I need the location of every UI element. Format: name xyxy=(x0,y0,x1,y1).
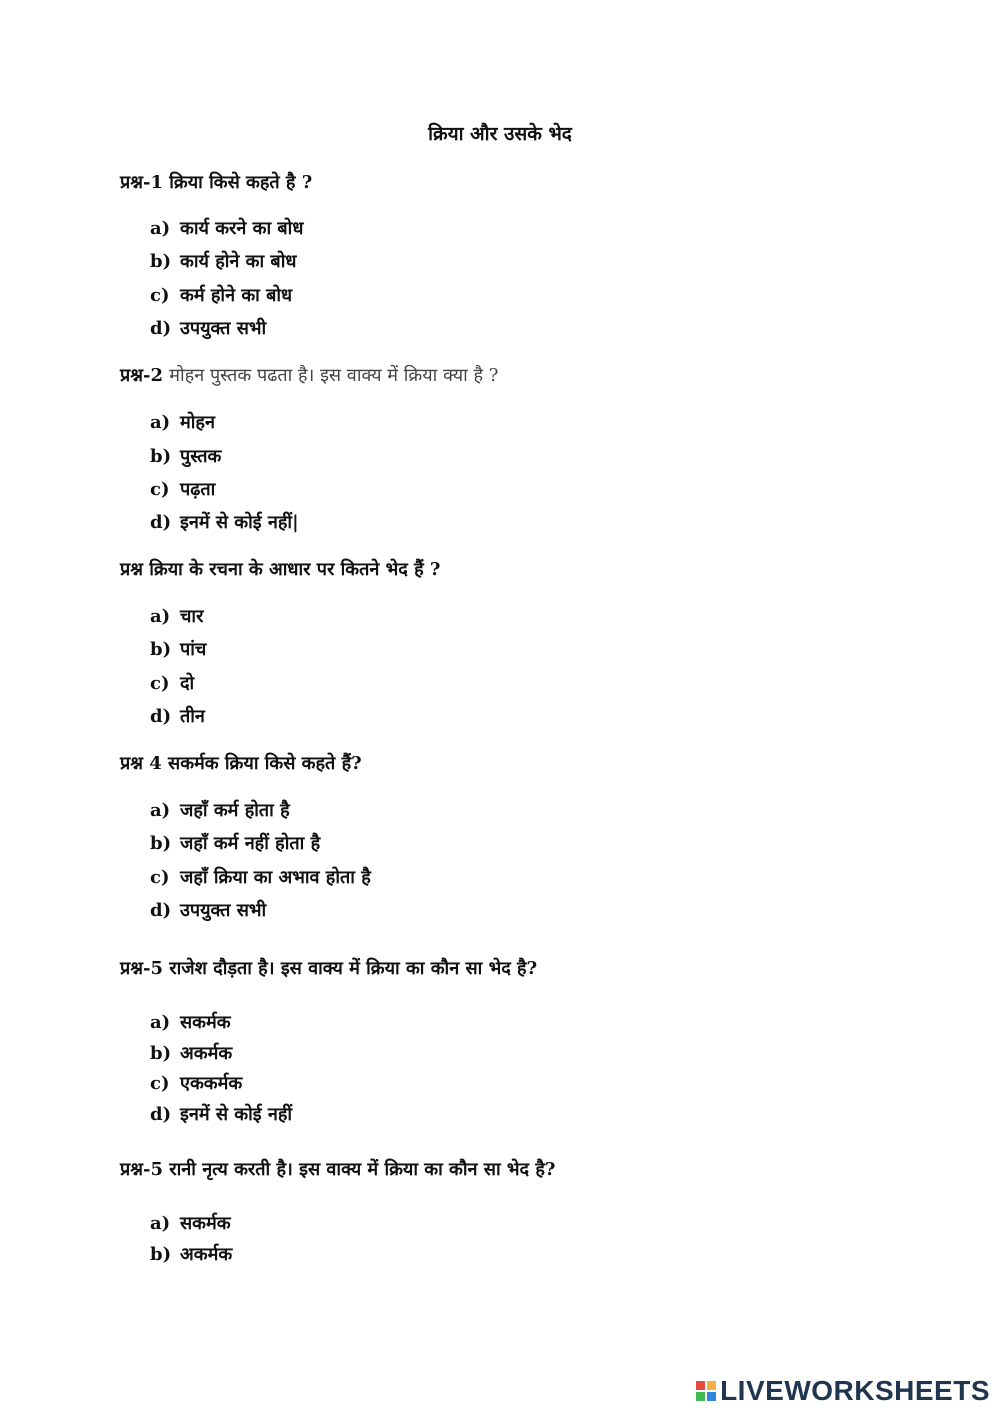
option-label: b) xyxy=(150,251,172,272)
question-4 xyxy=(120,751,362,775)
option-text: तीन xyxy=(180,706,205,727)
option-2c[interactable] xyxy=(150,477,215,501)
question-prefix: प्रश्न xyxy=(120,559,143,580)
option-text: कार्य करने का बोध xyxy=(180,218,304,239)
question-prefix: प्रश्न 4 xyxy=(120,753,162,774)
question-prefix: प्रश्न-5 xyxy=(120,1159,163,1180)
option-6b[interactable] xyxy=(150,1242,232,1266)
option-text: अकर्मक xyxy=(180,1043,233,1064)
option-label: c) xyxy=(150,479,170,500)
option-text: चार xyxy=(180,606,204,627)
logo-block xyxy=(696,1381,705,1390)
option-1d[interactable] xyxy=(150,316,266,340)
option-label: c) xyxy=(150,867,170,888)
option-text: मोहन xyxy=(180,412,215,433)
liveworksheets-logo[interactable] xyxy=(696,1375,990,1407)
option-label: b) xyxy=(150,833,172,854)
page-title: क्रिया और उसके भेद xyxy=(428,123,572,145)
logo-blocks-icon xyxy=(696,1381,716,1401)
option-text: एककर्मक xyxy=(180,1073,243,1094)
question-1 xyxy=(120,170,312,194)
option-4d[interactable] xyxy=(150,898,266,922)
option-text: दो xyxy=(180,673,195,694)
option-label: a) xyxy=(150,412,171,433)
option-2d[interactable] xyxy=(150,510,299,534)
question-text: क्रिया के रचना के आधार पर कितने भेद हैं ? xyxy=(149,559,441,580)
option-label: b) xyxy=(150,639,172,660)
option-text: जहाँ कर्म होता है xyxy=(180,800,290,821)
option-label: a) xyxy=(150,1213,171,1234)
question-2 xyxy=(120,363,498,387)
option-1b[interactable] xyxy=(150,249,296,273)
option-3d[interactable] xyxy=(150,704,205,728)
option-1a[interactable] xyxy=(150,216,303,240)
logo-block xyxy=(696,1392,705,1401)
logo-text: LIVEWORKSHEETS xyxy=(720,1375,990,1406)
option-text: अकर्मक xyxy=(180,1244,233,1265)
option-6a[interactable] xyxy=(150,1211,231,1235)
option-label: a) xyxy=(150,606,171,627)
question-prefix: प्रश्न-2 xyxy=(120,365,163,386)
option-3b[interactable] xyxy=(150,637,206,661)
option-text: उपयुक्त सभी xyxy=(180,318,267,339)
question-3 xyxy=(120,557,440,581)
option-text: इनमें से कोई नहीं| xyxy=(180,512,299,533)
logo-block xyxy=(707,1392,716,1401)
option-label: c) xyxy=(150,673,170,694)
option-5a[interactable] xyxy=(150,1010,231,1034)
option-text: उपयुक्त सभी xyxy=(180,900,267,921)
question-text: राजेश दौड़ता है। इस वाक्य में क्रिया का कौन सा भेद है? xyxy=(169,958,538,979)
option-text: पुस्तक xyxy=(180,446,222,467)
option-label: d) xyxy=(150,900,172,921)
option-2a[interactable] xyxy=(150,410,215,434)
option-label: b) xyxy=(150,446,172,467)
option-4b[interactable] xyxy=(150,831,320,855)
question-text: सकर्मक क्रिया किसे कहते हैं? xyxy=(168,753,362,774)
option-3c[interactable] xyxy=(150,671,194,695)
option-text: इनमें से कोई नहीं xyxy=(180,1104,293,1125)
option-label: d) xyxy=(150,1104,172,1125)
option-4c[interactable] xyxy=(150,865,371,889)
option-3a[interactable] xyxy=(150,604,203,628)
question-text: मोहन पुस्तक पढता है। इस वाक्य में क्रिया क्या है ? xyxy=(169,365,499,386)
option-label: c) xyxy=(150,1073,170,1094)
option-5c[interactable] xyxy=(150,1071,242,1095)
question-prefix: प्रश्न-1 xyxy=(120,172,163,193)
option-label: d) xyxy=(150,706,172,727)
option-label: a) xyxy=(150,1012,171,1033)
option-label: d) xyxy=(150,318,172,339)
option-5b[interactable] xyxy=(150,1041,232,1065)
logo-block xyxy=(707,1381,716,1390)
option-text: कर्म होने का बोध xyxy=(180,285,293,306)
question-6 xyxy=(120,1157,555,1181)
option-text: जहाँ क्रिया का अभाव होता है xyxy=(180,867,371,888)
option-text: पढ़ता xyxy=(180,479,216,500)
option-text: कार्य होने का बोध xyxy=(180,251,297,272)
option-label: b) xyxy=(150,1244,172,1265)
option-label: c) xyxy=(150,285,170,306)
option-2b[interactable] xyxy=(150,444,221,468)
option-text: पांच xyxy=(180,639,207,660)
option-1c[interactable] xyxy=(150,283,292,307)
option-text: सकर्मक xyxy=(180,1213,231,1234)
option-label: d) xyxy=(150,512,172,533)
option-label: a) xyxy=(150,218,171,239)
question-5 xyxy=(120,956,537,980)
option-label: b) xyxy=(150,1043,172,1064)
question-text: रानी नृत्य करती है। इस वाक्य में क्रिया का कौन सा भेद है? xyxy=(169,1159,556,1180)
question-prefix: प्रश्न-5 xyxy=(120,958,163,979)
option-4a[interactable] xyxy=(150,798,290,822)
question-text: क्रिया किसे कहते है ? xyxy=(169,172,313,193)
option-text: सकर्मक xyxy=(180,1012,231,1033)
option-label: a) xyxy=(150,800,171,821)
option-5d[interactable] xyxy=(150,1102,292,1126)
option-text: जहाँ कर्म नहीं होता है xyxy=(180,833,321,854)
